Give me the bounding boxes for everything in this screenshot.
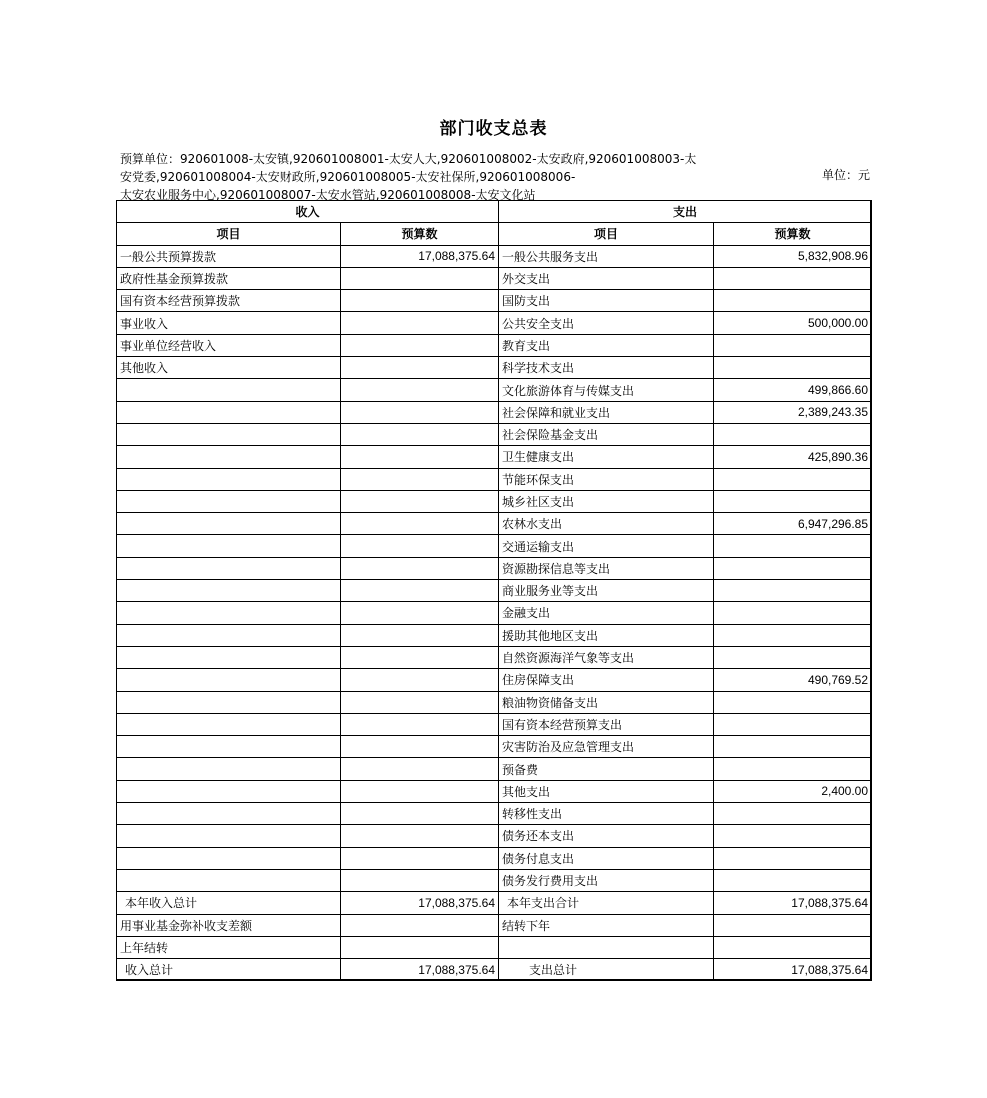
income-amount-cell bbox=[341, 290, 499, 312]
expense-item-cell: 转移性支出 bbox=[499, 803, 714, 825]
expense-item-cell: 外交支出 bbox=[499, 267, 714, 289]
income-amount-cell bbox=[341, 334, 499, 356]
income-item-cell bbox=[117, 535, 341, 557]
table-row bbox=[117, 513, 872, 535]
table-row bbox=[117, 245, 872, 267]
year-total-row bbox=[117, 892, 872, 914]
expense-amount-cell: 490,769.52 bbox=[714, 669, 872, 691]
expense-amount-cell bbox=[714, 624, 872, 646]
carry-forward-value bbox=[714, 914, 872, 936]
expense-grand-total-value: 17,088,375.64 bbox=[714, 959, 872, 981]
table-row bbox=[117, 557, 872, 579]
income-amount-cell bbox=[341, 379, 499, 401]
expense-item-cell: 债务发行费用支出 bbox=[499, 869, 714, 891]
table-row bbox=[117, 580, 872, 602]
income-item-cell bbox=[117, 825, 341, 847]
expense-amount-cell: 500,000.00 bbox=[714, 312, 872, 334]
table-row bbox=[117, 446, 872, 468]
income-amount-cell bbox=[341, 557, 499, 579]
expense-item-cell: 文化旅游体育与传媒支出 bbox=[499, 379, 714, 401]
expense-item-cell: 一般公共服务支出 bbox=[499, 245, 714, 267]
year-expense-total-label: 本年支出合计 bbox=[499, 892, 714, 914]
income-amount-cell bbox=[341, 736, 499, 758]
table-row bbox=[117, 357, 872, 379]
income-amount-cell bbox=[341, 357, 499, 379]
income-amount-cell bbox=[341, 513, 499, 535]
section-header-row bbox=[117, 201, 872, 223]
income-item-cell bbox=[117, 624, 341, 646]
table-row bbox=[117, 736, 872, 758]
table-row bbox=[117, 490, 872, 512]
budget-unit-line-2: 安党委,920601008004-太安财政所,920601008005-太安社保所,920601008006- bbox=[120, 170, 576, 184]
income-item-cell bbox=[117, 490, 341, 512]
income-grand-total-value: 17,088,375.64 bbox=[341, 959, 499, 981]
income-item-cell bbox=[117, 780, 341, 802]
currency-unit: 单位：元 bbox=[821, 168, 870, 182]
income-item-cell: 国有资本经营预算拨款 bbox=[117, 290, 341, 312]
expense-amount-cell bbox=[714, 803, 872, 825]
expense-item-cell: 金融支出 bbox=[499, 602, 714, 624]
expense-amount-cell bbox=[714, 557, 872, 579]
expense-amount-cell bbox=[714, 580, 872, 602]
expense-item-cell: 教育支出 bbox=[499, 334, 714, 356]
expense-item-cell: 公共安全支出 bbox=[499, 312, 714, 334]
table-row bbox=[117, 624, 872, 646]
fund-label: 用事业基金弥补收支差额 bbox=[117, 914, 341, 936]
table-row bbox=[117, 602, 872, 624]
expense-item-cell: 其他支出 bbox=[499, 780, 714, 802]
expense-item-cell: 卫生健康支出 bbox=[499, 446, 714, 468]
table-row bbox=[117, 691, 872, 713]
income-item-cell bbox=[117, 869, 341, 891]
expense-amount-cell: 2,389,243.35 bbox=[714, 401, 872, 423]
income-amount-cell bbox=[341, 825, 499, 847]
income-amount-cell bbox=[341, 713, 499, 735]
expense-item-cell: 援助其他地区支出 bbox=[499, 624, 714, 646]
income-amount-cell bbox=[341, 267, 499, 289]
expense-item-cell: 科学技术支出 bbox=[499, 357, 714, 379]
fund-value bbox=[341, 914, 499, 936]
income-item-cell bbox=[117, 468, 341, 490]
report-title: 部门收支总表 bbox=[439, 119, 548, 139]
expense-amount-cell bbox=[714, 869, 872, 891]
table-row bbox=[117, 825, 872, 847]
income-section-header: 收入 bbox=[117, 201, 499, 223]
expense-section-header: 支出 bbox=[499, 201, 872, 223]
table-row bbox=[117, 646, 872, 668]
income-amount-cell bbox=[341, 580, 499, 602]
income-amount-cell bbox=[341, 646, 499, 668]
expense-amount-cell: 499,866.60 bbox=[714, 379, 872, 401]
column-header-row bbox=[117, 223, 872, 245]
expense-amount-cell bbox=[714, 602, 872, 624]
budget-unit-line-1: 预算单位：920601008-太安镇,920601008001-太安人大,920601008002-太安政府,920601008003-太 bbox=[120, 152, 697, 166]
last-year-empty-item bbox=[499, 936, 714, 958]
income-budget-header: 预算数 bbox=[341, 223, 499, 245]
income-amount-cell bbox=[341, 602, 499, 624]
expense-item-cell: 交通运输支出 bbox=[499, 535, 714, 557]
expense-amount-cell bbox=[714, 847, 872, 869]
income-amount-cell bbox=[341, 446, 499, 468]
income-item-header: 项目 bbox=[117, 223, 341, 245]
income-item-cell: 其他收入 bbox=[117, 357, 341, 379]
income-item-cell bbox=[117, 713, 341, 735]
expense-item-cell: 债务还本支出 bbox=[499, 825, 714, 847]
expense-item-cell: 国防支出 bbox=[499, 290, 714, 312]
income-amount-cell bbox=[341, 401, 499, 423]
income-item-cell bbox=[117, 423, 341, 445]
income-amount-cell bbox=[341, 758, 499, 780]
last-year-empty-value bbox=[714, 936, 872, 958]
expense-item-cell: 粮油物资储备支出 bbox=[499, 691, 714, 713]
income-item-cell bbox=[117, 557, 341, 579]
table-row bbox=[117, 334, 872, 356]
table-row bbox=[117, 669, 872, 691]
expense-amount-cell: 425,890.36 bbox=[714, 446, 872, 468]
expense-budget-header: 预算数 bbox=[714, 223, 872, 245]
expense-amount-cell bbox=[714, 290, 872, 312]
income-item-cell bbox=[117, 758, 341, 780]
expense-item-cell: 节能环保支出 bbox=[499, 468, 714, 490]
income-item-cell bbox=[117, 691, 341, 713]
table-row bbox=[117, 312, 872, 334]
income-item-cell bbox=[117, 401, 341, 423]
income-item-cell bbox=[117, 580, 341, 602]
income-amount-cell bbox=[341, 490, 499, 512]
expense-item-cell: 灾害防治及应急管理支出 bbox=[499, 736, 714, 758]
year-expense-total-value: 17,088,375.64 bbox=[714, 892, 872, 914]
budget-unit-info bbox=[120, 150, 720, 204]
expense-amount-cell: 5,832,908.96 bbox=[714, 245, 872, 267]
expense-amount-cell bbox=[714, 468, 872, 490]
income-expense-table bbox=[116, 200, 872, 981]
income-item-cell bbox=[117, 602, 341, 624]
income-item-cell bbox=[117, 446, 341, 468]
income-amount-cell bbox=[341, 312, 499, 334]
expense-amount-cell bbox=[714, 357, 872, 379]
expense-amount-cell bbox=[714, 423, 872, 445]
grand-total-row bbox=[117, 959, 872, 981]
income-amount-cell bbox=[341, 691, 499, 713]
income-amount-cell bbox=[341, 869, 499, 891]
expense-item-cell: 自然资源海洋气象等支出 bbox=[499, 646, 714, 668]
income-item-cell bbox=[117, 646, 341, 668]
expense-amount-cell bbox=[714, 490, 872, 512]
expense-amount-cell bbox=[714, 334, 872, 356]
last-year-row bbox=[117, 936, 872, 958]
income-item-cell bbox=[117, 669, 341, 691]
expense-item-cell: 商业服务业等支出 bbox=[499, 580, 714, 602]
expense-item-header: 项目 bbox=[499, 223, 714, 245]
expense-grand-total-label: 支出总计 bbox=[499, 959, 714, 981]
expense-amount-cell bbox=[714, 535, 872, 557]
budget-unit-line-3: 太安农业服务中心,920601008007-太安水管站,920601008008-太安文化站 bbox=[120, 188, 536, 202]
expense-amount-cell bbox=[714, 825, 872, 847]
expense-item-cell: 国有资本经营预算支出 bbox=[499, 713, 714, 735]
income-amount-cell bbox=[341, 669, 499, 691]
income-amount-cell bbox=[341, 468, 499, 490]
expense-item-cell: 农林水支出 bbox=[499, 513, 714, 535]
income-amount-cell bbox=[341, 423, 499, 445]
expense-item-cell: 债务付息支出 bbox=[499, 847, 714, 869]
expense-amount-cell bbox=[714, 267, 872, 289]
income-item-cell bbox=[117, 513, 341, 535]
table-row bbox=[117, 290, 872, 312]
income-item-cell: 事业收入 bbox=[117, 312, 341, 334]
expense-item-cell: 社会保险基金支出 bbox=[499, 423, 714, 445]
table-row bbox=[117, 267, 872, 289]
expense-amount-cell bbox=[714, 758, 872, 780]
expense-amount-cell: 2,400.00 bbox=[714, 780, 872, 802]
expense-item-cell: 住房保障支出 bbox=[499, 669, 714, 691]
table-row bbox=[117, 535, 872, 557]
income-amount-cell bbox=[341, 847, 499, 869]
expense-item-cell: 预备费 bbox=[499, 758, 714, 780]
expense-amount-cell bbox=[714, 646, 872, 668]
income-item-cell: 事业单位经营收入 bbox=[117, 334, 341, 356]
year-income-total-label: 本年收入总计 bbox=[117, 892, 341, 914]
expense-item-cell: 城乡社区支出 bbox=[499, 490, 714, 512]
table-row bbox=[117, 468, 872, 490]
last-year-value bbox=[341, 936, 499, 958]
table-row bbox=[117, 803, 872, 825]
income-item-cell bbox=[117, 379, 341, 401]
expense-amount-cell bbox=[714, 736, 872, 758]
income-amount-cell bbox=[341, 803, 499, 825]
table-row bbox=[117, 423, 872, 445]
table-row bbox=[117, 758, 872, 780]
expense-item-cell: 社会保障和就业支出 bbox=[499, 401, 714, 423]
last-year-label: 上年结转 bbox=[117, 936, 341, 958]
expense-amount-cell: 6,947,296.85 bbox=[714, 513, 872, 535]
table-row bbox=[117, 869, 872, 891]
income-grand-total-label: 收入总计 bbox=[117, 959, 341, 981]
income-item-cell bbox=[117, 736, 341, 758]
income-item-cell: 一般公共预算拨款 bbox=[117, 245, 341, 267]
fund-row bbox=[117, 914, 872, 936]
expense-amount-cell bbox=[714, 713, 872, 735]
income-amount-cell bbox=[341, 535, 499, 557]
table-row bbox=[117, 780, 872, 802]
table-row bbox=[117, 401, 872, 423]
expense-item-cell: 资源勘探信息等支出 bbox=[499, 557, 714, 579]
table-row bbox=[117, 379, 872, 401]
table-row bbox=[117, 847, 872, 869]
income-item-cell: 政府性基金预算拨款 bbox=[117, 267, 341, 289]
income-amount-cell bbox=[341, 624, 499, 646]
expense-amount-cell bbox=[714, 691, 872, 713]
income-item-cell bbox=[117, 847, 341, 869]
year-income-total-value: 17,088,375.64 bbox=[341, 892, 499, 914]
carry-forward-label: 结转下年 bbox=[499, 914, 714, 936]
income-item-cell bbox=[117, 803, 341, 825]
income-amount-cell: 17,088,375.64 bbox=[341, 245, 499, 267]
income-amount-cell bbox=[341, 780, 499, 802]
table-row bbox=[117, 713, 872, 735]
